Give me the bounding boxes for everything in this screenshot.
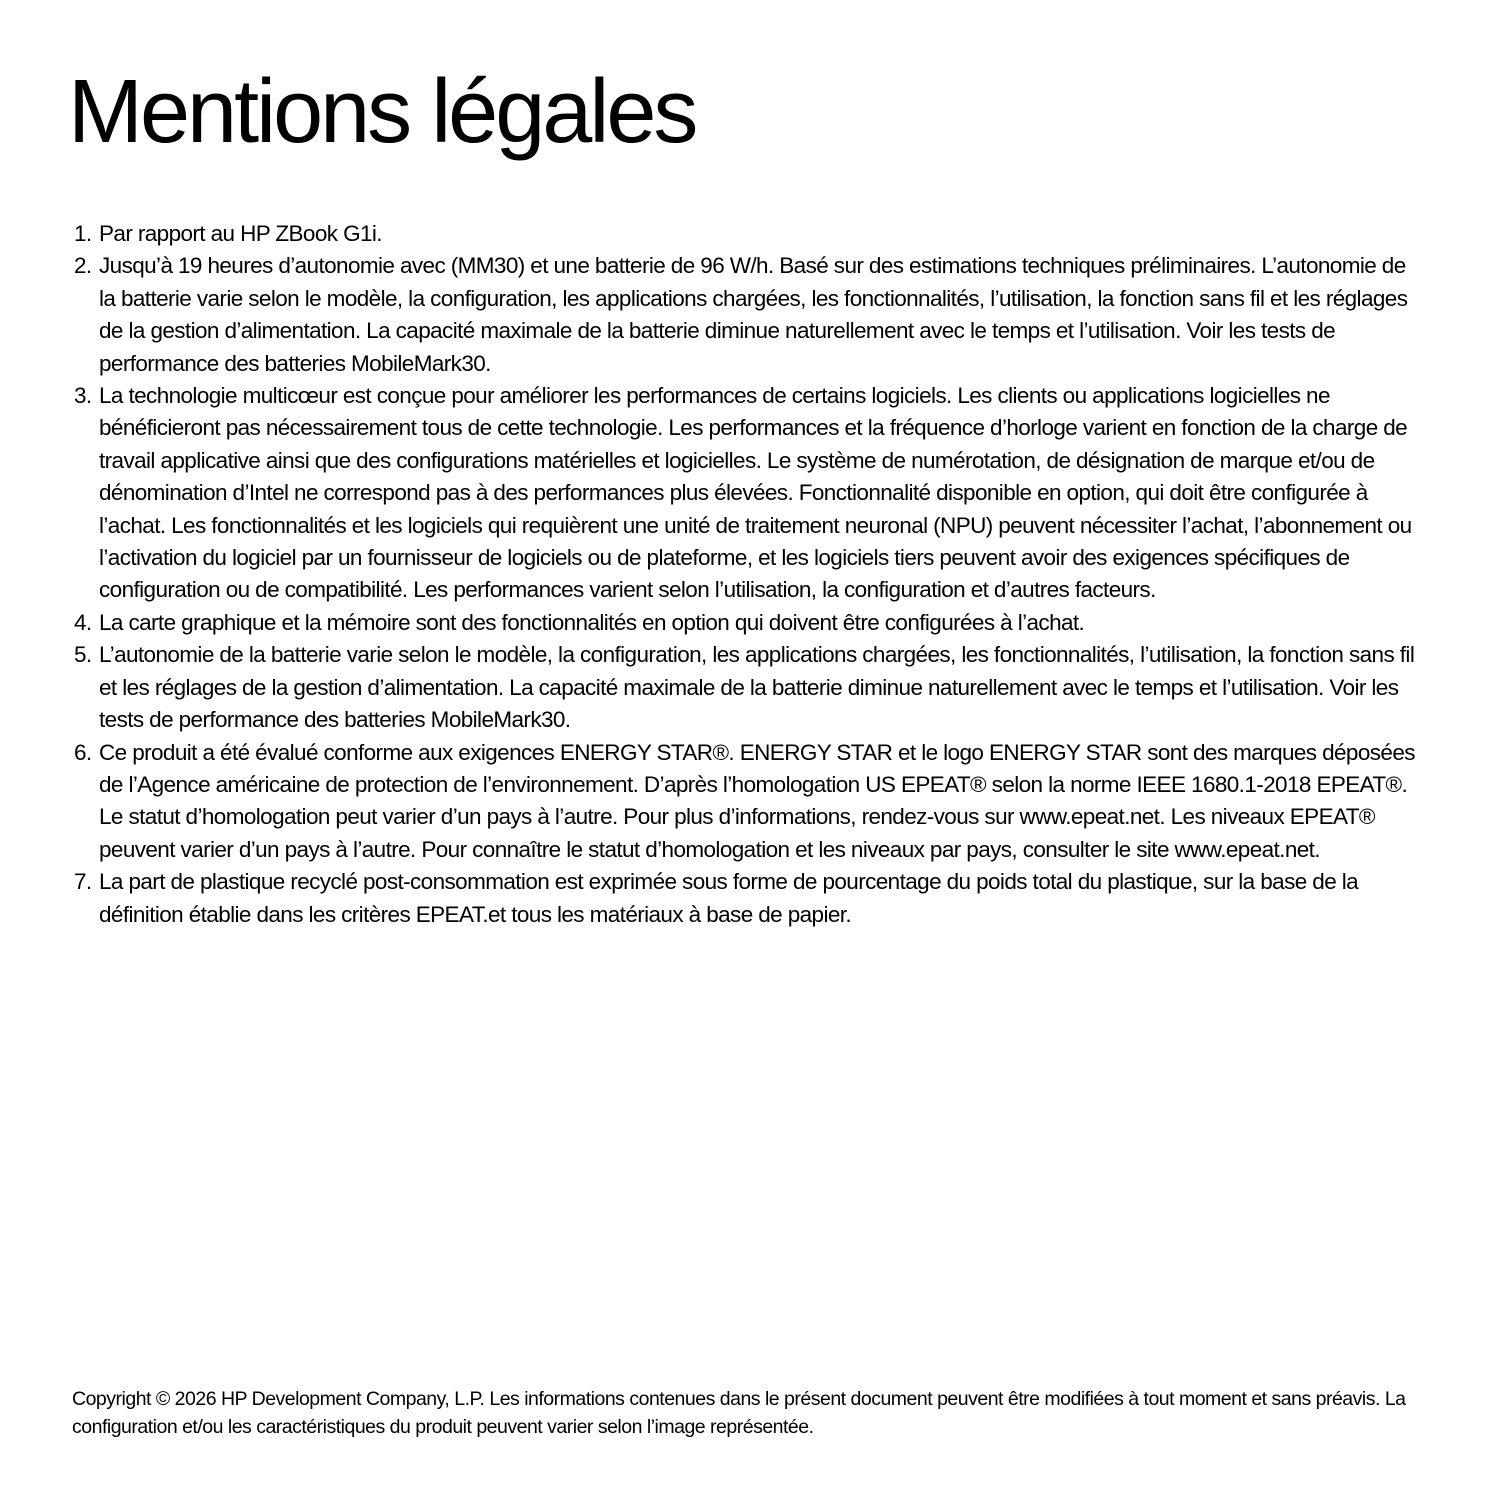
legal-note-number: 5. xyxy=(74,642,92,668)
legal-note xyxy=(0,639,1425,736)
legal-note-number: 2. xyxy=(74,253,92,279)
legal-note-text: La technologie multicœur est conçue pour améliorer les performances de certains logiciels. Les clients ou applications logicielles ne bénéficieront pas nécessairement tous de cette technologie. Les performances et la fréquence d’horloge varient en fonction de la charge de travail applicative ainsi que des configurations matérielles et logicielles. Le système de numérotation, de désignation de marque et/ou de dénomination d’Intel ne correspond pas à des performances plus élevées. Fonctionnalité disponible en option, qui doit être configurée à l’achat. Les fonctionnalités et les logiciels qui requièrent une unité de traitement neuronal (NPU) peuvent nécessiter l’achat, l’abonnement ou l’activation du logiciel par un fournisseur de logiciels ou de plateforme, et les logiciels tiers peuvent avoir des exigences spécifiques de configuration ou de compatibilité. Les performances varient selon l’utilisation, la configuration et d’autres facteurs. xyxy=(99,383,1412,603)
legal-note-number: 1. xyxy=(74,221,92,246)
legal-note-number: 6. xyxy=(74,739,92,765)
legal-note-number: 7. xyxy=(74,869,92,895)
copyright-footer: Copyright © 2026 HP Development Company, L.P. Les informations contenues dans le présent document peuvent être modifiées à tout moment et sans préavis. La configuration et/ou les caractéristiques du produit peuvent varier selon l’image représentée. xyxy=(72,1388,1406,1438)
legal-note-text: Ce produit a été évalué conforme aux exigences ENERGY STAR®. ENERGY STAR et le logo ENERGY STAR sont des marques déposées de l’Agence américaine de protection de l’environnement. D’après l’homologation US EPEAT® selon la norme IEEE 1680.1-2018 EPEAT®. Le statut d’homologation peut varier d’un pays à l’autre. Pour plus d’informations, rendez-vous sur www.epeat.net. Les niveaux EPEAT® peuvent varier d’un pays à l’autre. Pour connaître le statut d’homologation et les niveaux par pays, consulter le site www.epeat.net. xyxy=(99,739,1415,862)
legal-notes-list xyxy=(0,218,1425,931)
legal-note-text: L’autonomie de la batterie varie selon le modèle, la configuration, les applications chargées, les fonctionnalités, l’utilisation, la fonction sans fil et les réglages de la gestion d’alimentation. La capacité maximale de la batterie diminue naturellement avec le temps et l’utilisation. Voir les tests de performance des batteries MobileMark30. xyxy=(99,642,1415,733)
legal-note-text: Par rapport au HP ZBook G1i. xyxy=(99,221,382,246)
legal-note xyxy=(0,737,1425,867)
legal-note xyxy=(0,380,1425,607)
legal-note xyxy=(0,607,1425,639)
legal-note xyxy=(0,866,1425,931)
legal-note xyxy=(0,218,1425,250)
legal-note xyxy=(0,250,1425,380)
legal-note-text: La carte graphique et la mémoire sont des fonctionnalités en option qui doivent être configurées à l’achat. xyxy=(99,609,1085,635)
legal-note-number: 4. xyxy=(74,609,92,635)
legal-note-number: 3. xyxy=(74,383,92,409)
page-title: Mentions légales xyxy=(68,62,696,162)
legal-note-text: Jusqu’à 19 heures d’autonomie avec (MM30) et une batterie de 96 W/h. Basé sur des estimations techniques préliminaires. L’autonomie de la batterie varie selon le modèle, la configuration, les applications chargées, les fonctionnalités, l’utilisation, la fonction sans fil et les réglages de la gestion d’alimentation. La capacité maximale de la batterie diminue naturellement avec le temps et l’utilisation. Voir les tests de performance des batteries MobileMark30. xyxy=(99,253,1408,376)
legal-note-text: La part de plastique recyclé post-consommation est exprimée sous forme de pourcentage du poids total du plastique, sur la base de la définition établie dans les critères EPEAT.et tous les matériaux à base de papier. xyxy=(99,869,1359,927)
